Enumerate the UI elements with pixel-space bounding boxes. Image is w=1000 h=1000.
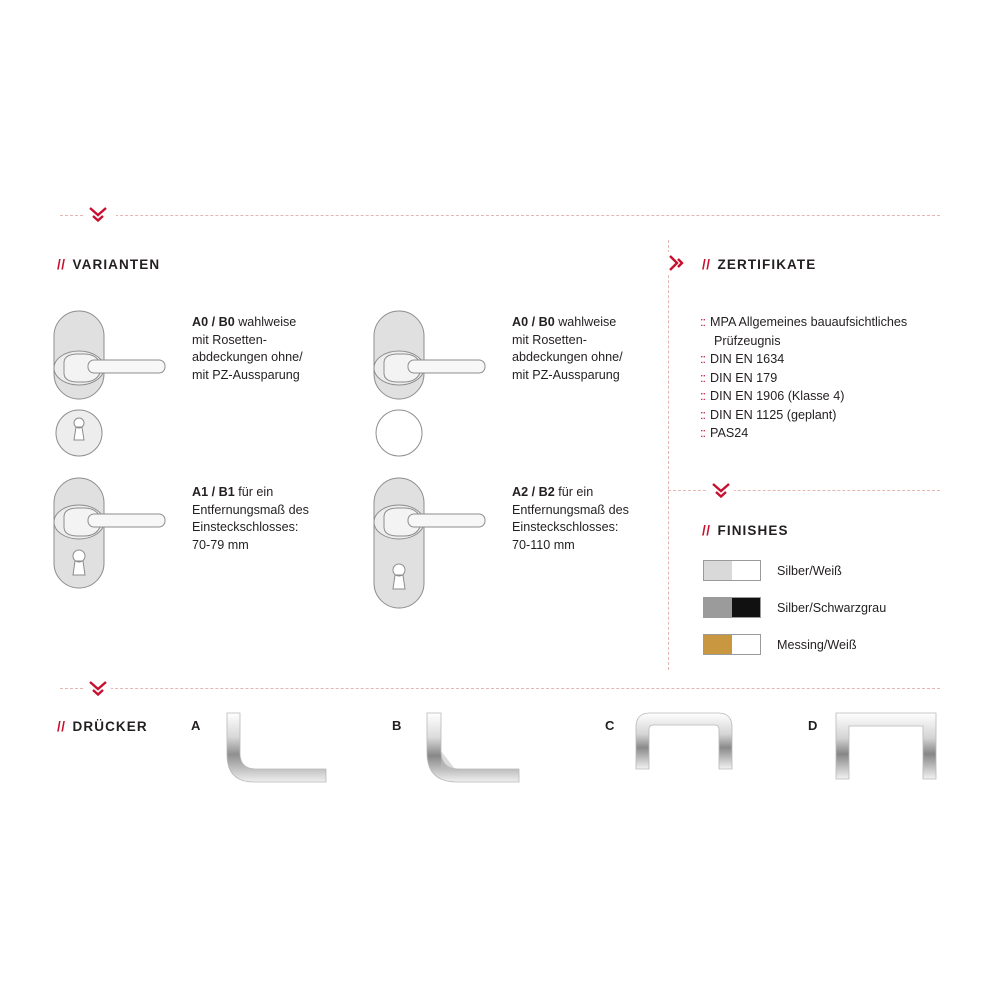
section-marker: // — [57, 719, 66, 734]
section-marker: // — [702, 257, 711, 272]
divider-druecker — [60, 688, 940, 689]
section-title-finishes: FINISHES — [717, 523, 789, 538]
variant-figure-a0-b0-left — [40, 305, 210, 470]
divider-top — [60, 215, 940, 216]
variant-label-1 — [192, 314, 327, 384]
chevron-double-down-finishes — [708, 479, 734, 501]
lever-drawing-b — [415, 705, 545, 795]
variant-line2: mit Rosetten- — [192, 332, 267, 347]
variant-line2: Entfernungsmaß des — [512, 502, 629, 517]
variant-line1: für ein — [558, 485, 594, 499]
list-item — [700, 424, 950, 443]
bullet: :: — [700, 370, 705, 385]
section-title-zertifikate: ZERTIFIKATE — [717, 257, 817, 272]
variant-line2: mit Rosetten- — [512, 332, 587, 347]
door-handle-drawing — [360, 470, 535, 620]
door-handle-drawing — [40, 470, 215, 610]
variant-code: A2 / B2 — [512, 485, 555, 499]
list-item — [700, 406, 950, 425]
chevron-double-right-icon — [664, 252, 690, 274]
divider-vertical — [668, 240, 669, 670]
list-item — [700, 387, 950, 406]
variant-label-2 — [512, 314, 652, 384]
list-item-label: DIN EN 179 — [710, 370, 778, 385]
bullet: :: — [700, 352, 705, 366]
door-handle-drawing — [360, 305, 530, 465]
lever-drawing-d — [828, 705, 958, 795]
list-item-label: DIN EN 1634 — [710, 352, 785, 366]
variant-line4: mit PZ-Aussparung — [192, 367, 300, 382]
variant-figure-a2-b2 — [360, 470, 535, 625]
variant-label-3 — [192, 484, 332, 554]
section-marker: // — [57, 257, 66, 272]
door-handle-drawing — [40, 305, 210, 465]
variant-label-4 — [512, 484, 652, 554]
handle-shape-a — [215, 705, 345, 800]
variant-figure-a0-b0-right — [360, 305, 530, 470]
bullet: :: — [700, 315, 705, 329]
bullet: :: — [700, 426, 705, 440]
handle-letter-a: A — [191, 718, 201, 733]
finish-label: Silber/Schwarzgrau — [777, 600, 887, 615]
variant-line1: wahlweise — [238, 315, 297, 329]
section-marker: // — [702, 523, 711, 538]
variant-line3: abdeckungen ohne/ — [192, 350, 303, 364]
finish-label: Silber/Weiß — [777, 563, 842, 578]
list-item — [703, 560, 953, 581]
section-header-zertifikate — [702, 256, 816, 274]
chevron-double-right-zertifikate — [664, 252, 690, 274]
variant-figure-a1-b1 — [40, 470, 215, 615]
section-title-varianten: VARIANTEN — [72, 257, 161, 272]
section-header-finishes — [702, 522, 789, 540]
color-swatch — [703, 634, 761, 655]
color-swatch — [703, 597, 761, 618]
variant-line4: 70-110 mm — [512, 537, 575, 552]
finish-label: Messing/Weiß — [777, 637, 857, 652]
list-item-label: MPA Allgemeines bauaufsichtliches Prüfzeugnis — [710, 315, 908, 348]
lever-drawing-c — [628, 705, 758, 795]
variant-line3: Einsteckschlosses: — [192, 520, 299, 534]
variant-line3: abdeckungen ohne/ — [512, 350, 623, 364]
variant-line3: Einsteckschlosses: — [512, 520, 619, 534]
handle-letter-b: B — [392, 718, 402, 733]
section-title-druecker: DRÜCKER — [72, 719, 148, 734]
list-item — [700, 369, 950, 388]
list-item — [700, 350, 950, 369]
variant-line1: wahlweise — [558, 315, 617, 329]
variant-line2: Entfernungsmaß des — [192, 502, 309, 517]
variant-line1: für ein — [238, 485, 274, 499]
finish-list — [703, 560, 953, 671]
variant-code: A0 / B0 — [192, 315, 235, 329]
list-item-label: DIN EN 1125 (geplant) — [710, 407, 837, 422]
handle-letter-c: C — [605, 718, 615, 733]
chevron-double-down-top — [85, 203, 111, 225]
variant-line4: 70-79 mm — [192, 537, 249, 552]
variant-code: A0 / B0 — [512, 315, 555, 329]
section-header-varianten — [57, 256, 160, 274]
variant-line4: mit PZ-Aussparung — [512, 367, 620, 382]
chevron-double-down-icon — [85, 677, 111, 699]
handle-shape-c — [628, 705, 758, 800]
handle-shape-d — [828, 705, 958, 800]
handle-letter-d: D — [808, 718, 818, 733]
chevron-double-down-icon — [708, 479, 734, 501]
variant-code: A1 / B1 — [192, 485, 235, 499]
list-item — [703, 597, 953, 618]
handle-shape-b — [415, 705, 545, 800]
list-item-label: DIN EN 1906 (Klasse 4) — [710, 389, 845, 403]
list-item-label: PAS24 — [710, 426, 749, 440]
bullet: :: — [700, 389, 705, 403]
certificate-list — [700, 313, 950, 443]
chevron-double-down-icon — [85, 203, 111, 225]
lever-drawing-a — [215, 705, 345, 795]
list-item — [700, 313, 950, 350]
section-header-druecker — [57, 718, 148, 736]
bullet: :: — [700, 407, 705, 422]
chevron-double-down-druecker — [85, 677, 111, 699]
color-swatch — [703, 560, 761, 581]
list-item — [703, 634, 953, 655]
